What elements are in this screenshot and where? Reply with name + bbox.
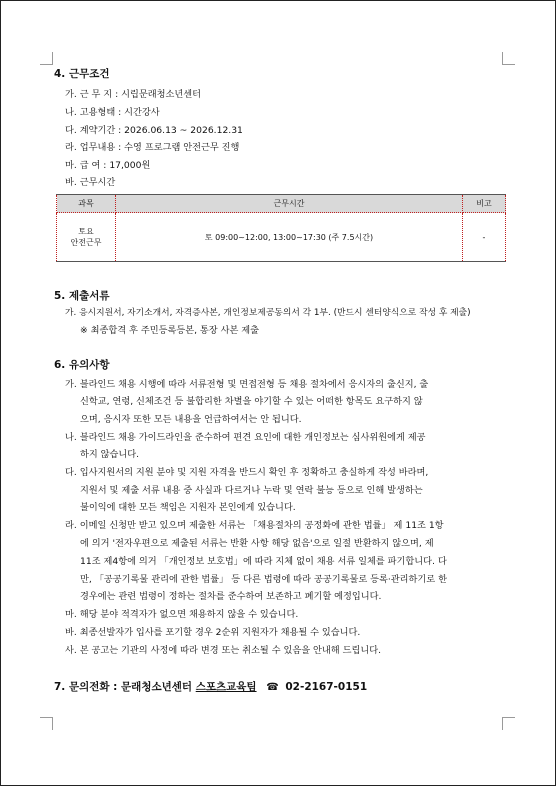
table-cell-subject xyxy=(57,213,116,262)
table-header-subject: 과목 xyxy=(57,195,116,213)
table-row xyxy=(57,213,506,262)
contact-phone[interactable]: 02-2167-0151 xyxy=(285,681,368,693)
work-hours-table xyxy=(56,194,506,262)
table-cell-hours: 토 09:00~12:00, 13:00~17:30 (주 7.5시간) xyxy=(116,213,463,262)
notice-line: 하지 않습니다. xyxy=(80,449,140,460)
table-header-hours: 근무시간 xyxy=(116,195,463,213)
table-cell-note: - xyxy=(463,213,506,262)
crop-mark-top-right xyxy=(502,52,515,65)
job-description: 라. 업무내용 : 수영 프로그램 안전근무 진행 xyxy=(65,142,240,153)
work-location: 가. 근 무 지 : 시립문래청소년센터 xyxy=(65,89,201,100)
notice-line: 마. 해당 분야 적격자가 없으면 채용하지 않을 수 있습니다. xyxy=(65,609,299,620)
contact-team: 스포츠교육팀 xyxy=(195,681,257,693)
employment-type: 나. 고용형태 : 시간강사 xyxy=(65,107,160,118)
notice-line: 으며, 응시자 또한 모든 내용을 언급하여서는 안 됩니다. xyxy=(80,414,302,425)
notice-line: 만, 「공공기록물 관리에 관한 법률」 등 다른 법령에 따라 공공기록물로 등록·관리하기로 한 xyxy=(80,574,447,585)
table-header-note: 비고 xyxy=(463,195,506,213)
notice-line: 지원서 및 제출 서류 내용 중 사실과 다르거나 누락 및 연락 불능 등으로 인해 발생하는 xyxy=(80,485,423,496)
notice-line: 사. 본 공고는 기관의 사정에 따라 변경 또는 취소될 수 있음을 안내해 드립니다. xyxy=(65,645,382,656)
crop-mark-top-left xyxy=(40,52,53,65)
contact-label: 7. 문의전화 : 문래청소년센터 xyxy=(54,681,193,693)
notice-line: 라. 이메일 신청만 받고 있으며 제출한 서류는 「채용절차의 공정화에 관한 법률」 제 11조 1항 xyxy=(65,520,444,531)
section-6-heading: 6. 유의사항 xyxy=(54,359,110,371)
contract-period: 다. 계약기간 : 2026.06.13 ~ 2026.12.31 xyxy=(65,125,243,136)
required-documents: 가. 응시지원서, 자기소개서, 자격증사본, 개인정보제공동의서 각 1부. (반드시 센터양식으로 작성 후 제출) xyxy=(65,308,471,318)
notice-line: 나. 블라인드 채용 가이드라인을 준수하여 편견 요인에 대한 개인정보는 심사위원에게 제공 xyxy=(65,432,426,443)
notice-line: 11조 제4항에 의거 「개인정보 보호법」에 따라 지체 없이 채용 서류 일체를 파기합니다. 다 xyxy=(80,556,447,567)
section-4-heading: 4. 근무조건 xyxy=(54,68,110,80)
contact-line xyxy=(54,679,367,694)
notice-line: 신학교, 연령, 신체조건 등 불합리한 차별을 야기할 수 있는 어떠한 항목도 요구하지 않 xyxy=(80,396,423,407)
notice-line: 바. 최종선발자가 입사를 포기할 경우 2순위 지원자가 채용될 수 있습니다. xyxy=(65,627,361,638)
salary: 마. 급 여 : 17,000원 xyxy=(65,160,151,171)
crop-mark-bottom-left xyxy=(40,717,53,730)
notice-line: 다. 입사지원서의 지원 분야 및 지원 자격을 반드시 확인 후 정확하고 충실하게 작성 바라며, xyxy=(65,467,429,478)
notice-line: 불이익에 대한 모든 책임은 지원자 본인에게 있습니다. xyxy=(80,502,296,513)
crop-mark-bottom-right xyxy=(502,717,515,730)
telephone-icon: ☎ xyxy=(266,682,279,693)
notice-line: 가. 블라인드 채용 시행에 따라 서류전형 및 면접전형 등 채용 절차에서 응시자의 출신지, 출 xyxy=(65,379,429,390)
notice-line: 에 의거 '전자우편으로 제출된 서류는 반환 사항 해당 없음'으로 일절 반환하지 않으며, 제 xyxy=(80,538,434,549)
work-hours-label: 바. 근무시간 xyxy=(65,177,116,188)
subject-line-2: 안전근무 xyxy=(70,238,102,247)
table-header-row xyxy=(57,195,506,213)
subject-line-1: 토요 xyxy=(78,227,94,236)
final-pass-documents-note: ※ 최종합격 후 주민등록등본, 통장 사본 제출 xyxy=(80,325,260,336)
section-5-heading: 5. 제출서류 xyxy=(54,290,110,302)
notice-line: 경우에는 관련 법령이 정하는 절차를 준수하여 보존하고 폐기할 예정입니다. xyxy=(80,591,382,602)
